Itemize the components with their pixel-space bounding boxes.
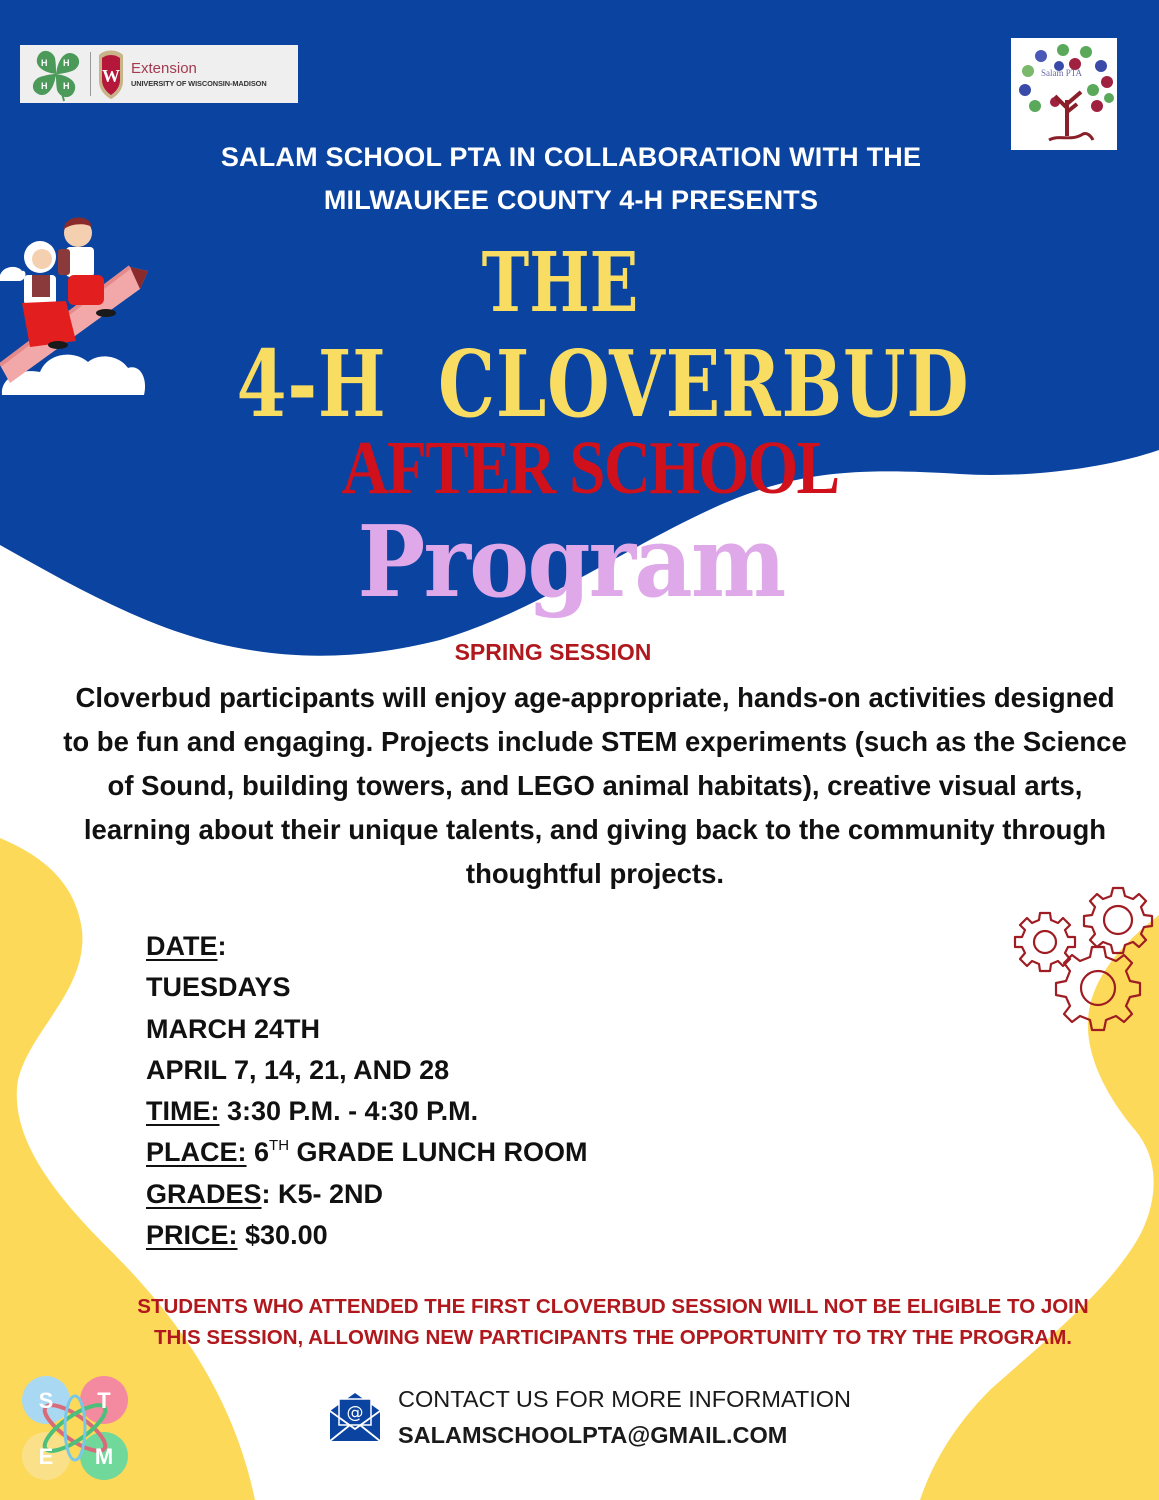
date-row: DATE: (146, 931, 227, 961)
svg-text:W: W (102, 66, 120, 86)
svg-text:H: H (41, 81, 48, 91)
extension-title: Extension (131, 59, 197, 77)
presenter-text (0, 136, 1142, 222)
notice-line-2: THIS SESSION, ALLOWING NEW PARTICIPANTS THE OPPORTUNITY TO TRY THE PROGRAM. (154, 1326, 1072, 1349)
contact-text (398, 1381, 851, 1453)
extension-subtitle: UNIVERSITY OF WISCONSIN-MADISON (131, 78, 267, 88)
uw-crest-icon (97, 49, 125, 99)
stem-badge-icon (18, 1372, 133, 1484)
date-line-2: MARCH 24TH (146, 1013, 321, 1044)
grades-label: GRADES (146, 1178, 262, 1209)
place-label: PLACE: (146, 1137, 247, 1168)
salam-pta-label: Salam PTA (1041, 68, 1083, 78)
title-after-school: AFTER SCHOOL (341, 426, 839, 510)
price-row (146, 1215, 588, 1256)
extension-wordmark (131, 61, 267, 88)
time-value: 3:30 P.M. - 4:30 P.M. (219, 1096, 479, 1127)
svg-text:M: M (94, 1444, 114, 1469)
svg-text:H: H (41, 58, 48, 68)
date-line-1: TUESDAYS (146, 972, 291, 1003)
svg-text:S: S (38, 1388, 54, 1413)
eligibility-notice (80, 1291, 1146, 1353)
title-4h-cloverbud: 4-H CLOVERBUD (236, 330, 970, 438)
handprint-tree-icon (1011, 38, 1117, 150)
price-label: PRICE: (146, 1220, 238, 1251)
place-value: GRADE LUNCH ROOM (289, 1137, 588, 1168)
salam-pta-logo (1011, 38, 1117, 150)
presenter-line-2: MILWAUKEE COUNTY 4-H PRESENTS (323, 185, 819, 215)
title-program: Program (357, 505, 785, 620)
time-label: TIME: (146, 1096, 220, 1127)
contact-block (328, 1381, 851, 1453)
price-value: $30.00 (237, 1220, 328, 1251)
contact-label: CONTACT US FOR MORE INFORMATION (398, 1386, 852, 1412)
contact-email-link[interactable]: SALAMSCHOOLPTA@GMAIL.COM (398, 1422, 788, 1448)
date-label: DATE (146, 931, 218, 961)
svg-text:@: @ (346, 1403, 364, 1423)
presenter-line-1: SALAM SCHOOL PTA IN COLLABORATION WITH THE (220, 142, 922, 172)
grades-row (146, 1174, 588, 1215)
svg-text:E: E (38, 1444, 54, 1469)
program-details (146, 926, 588, 1256)
4h-clover-icon (26, 46, 86, 102)
grades-value: : K5- 2ND (261, 1178, 384, 1209)
svg-text:H: H (63, 58, 70, 68)
session-label: SPRING SESSION (454, 639, 652, 665)
title-the: THE (481, 235, 639, 331)
svg-text:T: T (97, 1388, 111, 1413)
place-row: PLACE: 6TH GRADE LUNCH ROOM (146, 1137, 588, 1168)
extension-4h-logo (20, 45, 298, 103)
time-row (146, 1091, 588, 1132)
notice-line-1: STUDENTS WHO ATTENDED THE FIRST CLOVERBUD SESSION WILL NOT BE ELIGIBLE TO JOIN (137, 1295, 1089, 1318)
svg-text:H: H (63, 81, 70, 91)
date-line-3: APRIL 7, 14, 21, AND 28 (146, 1054, 450, 1085)
gears-icon (1010, 880, 1155, 1035)
email-envelope-icon (328, 1391, 382, 1443)
program-description: Cloverbud participants will enjoy age-appropriate, hands-on activities designed to be fun and engaging. Projects include STEM experiments (such as the Science of Sound, building towers, and LEGO animal habitats), creative visual arts, learning about their unique talents, and giving back to the community through thoughtful projects. (63, 682, 1127, 889)
logo-divider (90, 52, 91, 96)
